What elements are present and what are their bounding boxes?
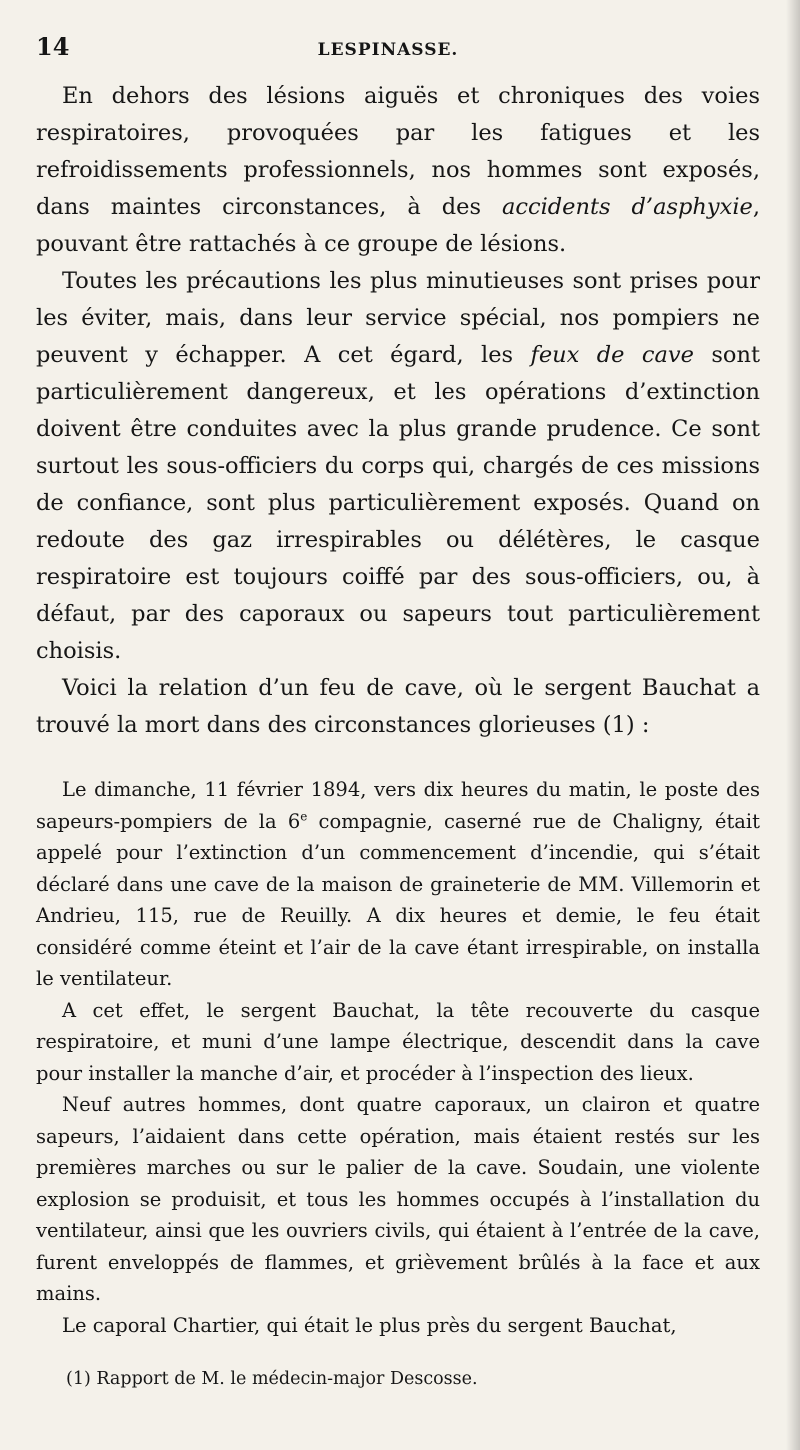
running-title: LESPINASSE. <box>317 40 459 60</box>
report-paragraph-4: Le caporal Chartier, qui était le plus près du sergent Bauchat, <box>62 1313 677 1337</box>
paragraph-2: Toutes les précautions les plus minutieuses sont prises pour les éviter, mais, dans leur service spécial, nos pompiers ne peuvent y échapper. A cet égard, les feux de cave sont particulièrement dangereux, et les opérations d’extinction doivent être conduites avec la plus grande prudence. Ce sont surtout les sous-officiers du corps qui, chargés de ces missions de confiance, sont plus particulièrement exposés. Quand on redoute des gaz irrespirables ou délétères, le casque respiratoire est toujours coiffé par des sous-officiers, ou, à défaut, par des caporaux ou sapeurs tout particulièrement choisis. <box>36 268 760 664</box>
report-paragraph-3: Neuf autres hommes, dont quatre caporaux, un clairon et quatre sapeurs, l’aidaient dans cette opération, mais étaient restés sur les premières marches ou sur le palier de la cave. Soudain, une violente explosion se produisit, et tous les hommes occupés à l’installation du ventilateur, ainsi que les ouvriers civils, qui étaient à l’entrée de la cave, furent enveloppés de flammes, et grièvement brûlés à la face et aux mains. <box>36 1093 760 1305</box>
report-paragraph-1: Le dimanche, 11 février 1894, vers dix heures du matin, le poste des sapeurs-pompiers de la 6e compagnie, caserné rue de Chaligny, était appelé pour l’extinction d’un commencement d’incendie, qui s’était déclaré dans une cave de la maison de graineterie de MM. Villemorin et Andrieu, 115, rue de Reuilly. A dix heures et demie, le feu était considéré comme éteint et l’air de la cave étant irrespirable, on installa le ventilateur. <box>36 778 760 990</box>
paragraph-3: Voici la relation d’un feu de cave, où le sergent Bauchat a trouvé la mort dans des circonstances glorieuses (1) : <box>36 675 760 738</box>
italic-term: feux de cave <box>530 342 694 368</box>
footnote: (1) Rapport de M. le médecin-major Descosse. <box>66 1369 478 1389</box>
running-head <box>36 32 760 68</box>
page-number: 14 <box>36 32 70 61</box>
report-paragraph-2: A cet effet, le sergent Bauchat, la tête recouverte du casque respiratoire, et muni d’une lampe électrique, descendit dans la cave pour installer la manche d’air, et procéder à l’inspection des lieux. <box>36 998 760 1085</box>
paragraph-1: En dehors des lésions aiguës et chroniques des voies respiratoires, provoquées par les fatigues et les refroidissements professionnels, nos hommes sont exposés, dans maintes circonstances, à des accidents d’asphyxie, pouvant être rattachés à ce groupe de lésions. <box>36 83 760 257</box>
main-text <box>36 78 760 744</box>
italic-term: accidents d’asphyxie <box>501 194 753 220</box>
quoted-report <box>36 774 760 1341</box>
